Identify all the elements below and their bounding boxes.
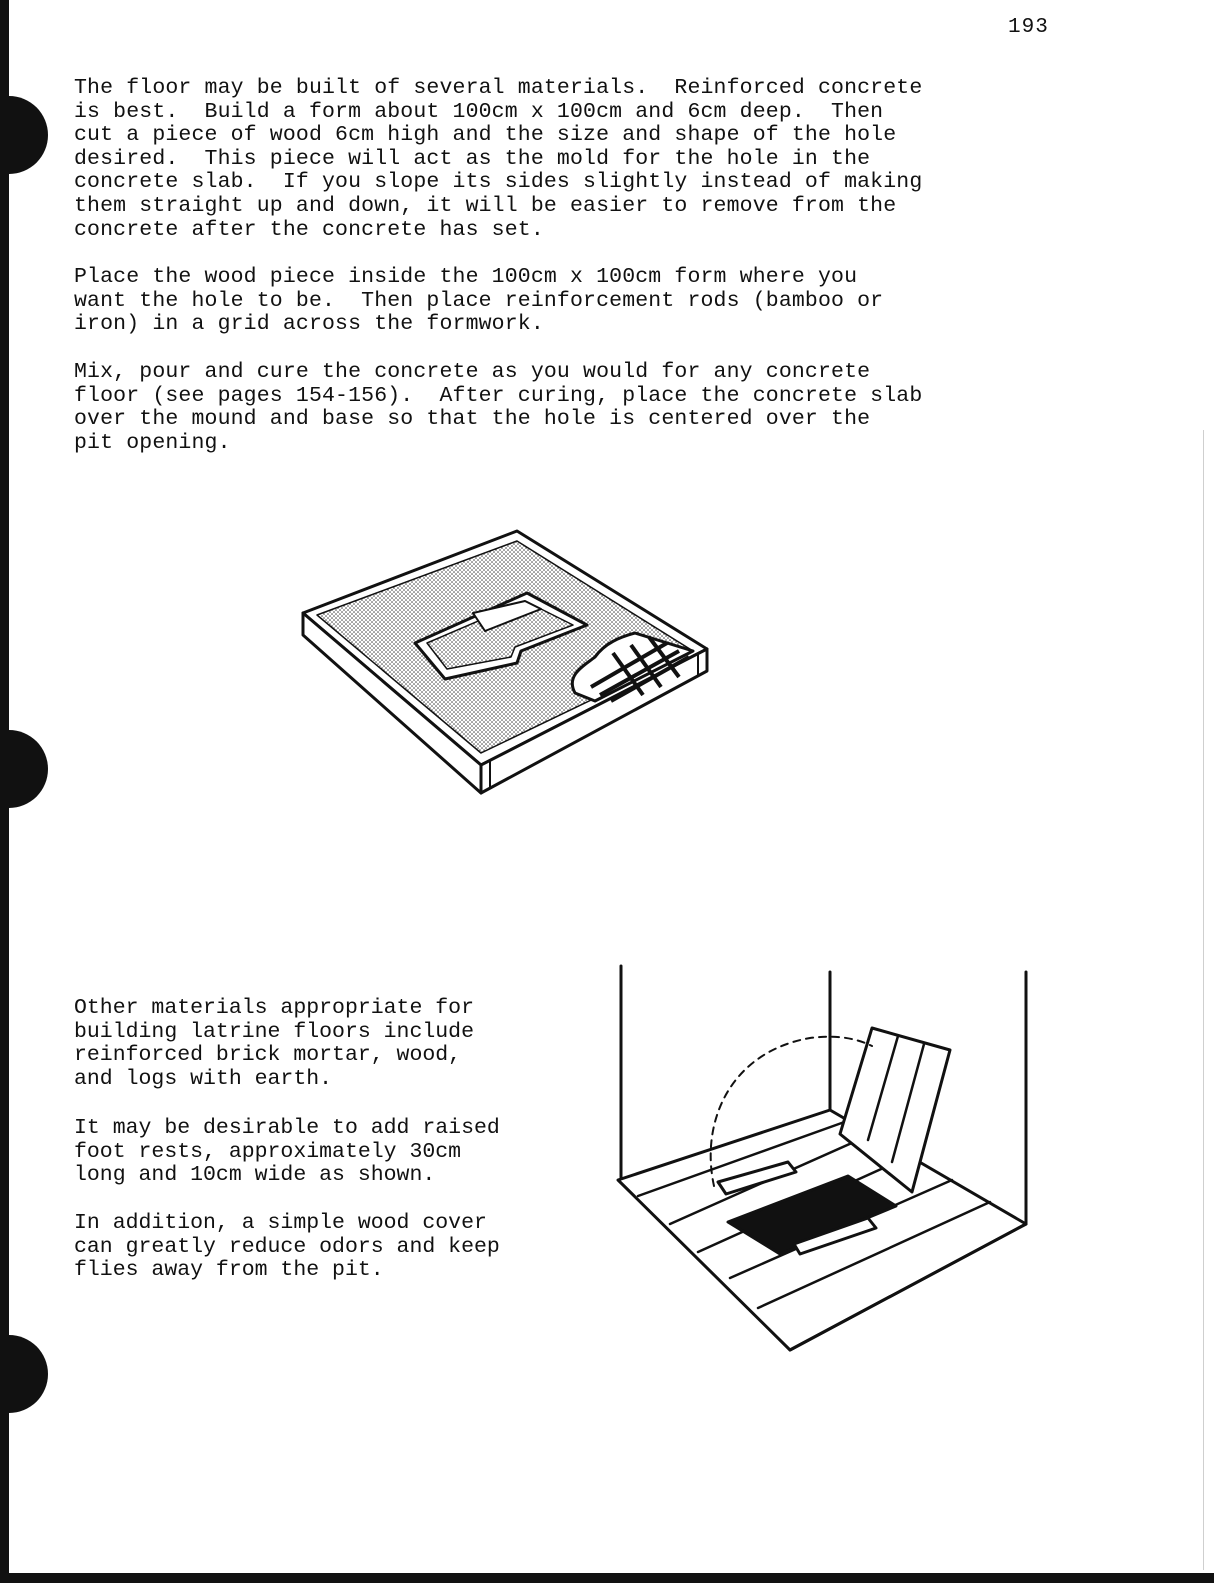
paragraph-foot-rests: It may be desirable to add raised foot rests, approximately 30cm long and 10cm wide as shown. xyxy=(74,1116,500,1188)
page-number: 193 xyxy=(1008,16,1049,39)
page-right-edge xyxy=(1203,430,1204,1570)
binder-hole-top xyxy=(0,96,48,174)
paragraph-concrete-form: The floor may be built of several materials. Reinforced concrete is best. Build a form about 100cm x 100cm and 6cm deep. Then cut a piece of wood 6cm high and the size and shape of the hole desired. This piece will act as the mold for the hole in the concrete slab. If you slope its sides slightly instead of making them straight up and down, it will be easier to remove from the concrete after the concrete has set. xyxy=(74,76,923,242)
binder-hole-bottom xyxy=(0,1335,48,1413)
paragraph-wood-cover: In addition, a simple wood cover can greatly reduce odors and keep flies away from the pit. xyxy=(74,1211,500,1283)
binder-hole-middle xyxy=(0,730,48,808)
paragraph-mix-pour: Mix, pour and cure the concrete as you would for any concrete floor (see pages 154-156). After curing, place the concrete slab over the mound and base so that the hole is centered over the pit opening. xyxy=(74,360,923,455)
latrine-floor-cover-illustration xyxy=(610,962,1040,1357)
paragraph-wood-piece: Place the wood piece inside the 100cm x 100cm form where you want the hole to be. Then place reinforcement rods (bamboo or iron) in a grid across the formwork. xyxy=(74,265,884,337)
paragraph-other-materials: Other materials appropriate for building latrine floors include reinforced brick mortar, wood, and logs with earth. xyxy=(74,996,474,1091)
page-bottom-border xyxy=(0,1573,1214,1583)
concrete-slab-form-illustration xyxy=(295,525,715,800)
